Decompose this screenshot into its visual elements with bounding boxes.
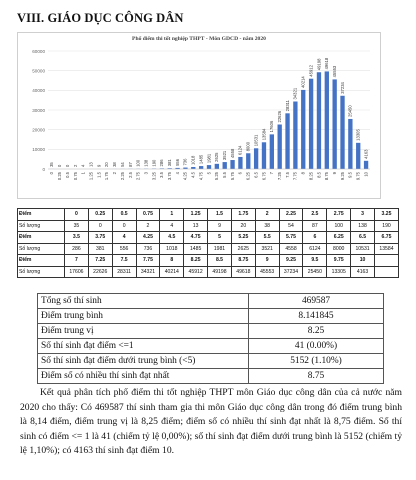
x-tick-label: 2.75 xyxy=(135,172,141,181)
data-label: 1018 xyxy=(190,155,196,165)
stat-value: 5152 (1.10%) xyxy=(249,354,384,369)
table-cell: 8000 xyxy=(327,243,351,255)
score-distribution-chart xyxy=(17,32,381,199)
data-label: 8000 xyxy=(245,141,251,152)
table-cell: 22626 xyxy=(88,266,112,278)
x-tick-label: 3.75 xyxy=(167,172,173,181)
score-distribution-table xyxy=(17,208,399,278)
table-cell: 13305 xyxy=(327,266,351,278)
table-cell: 4558 xyxy=(279,243,303,255)
x-tick-label: 5.5 xyxy=(222,172,228,178)
row-header: Điểm xyxy=(18,232,65,244)
table-cell: 13 xyxy=(184,220,208,232)
data-label: 3521 xyxy=(222,150,228,161)
table-cell: 49618 xyxy=(231,266,255,278)
row-header: Số lượng xyxy=(18,220,65,232)
table-cell: 10531 xyxy=(351,243,375,255)
data-label: 4558 xyxy=(229,148,235,159)
table-cell: 7.75 xyxy=(136,255,160,267)
table-cell: 4.25 xyxy=(136,232,160,244)
stat-label: Tổng số thí sinh xyxy=(38,294,249,309)
x-tick-label: 0.5 xyxy=(64,172,70,178)
data-label: 54 xyxy=(119,162,125,167)
table-cell: 4 xyxy=(112,232,136,244)
table-cell: 28311 xyxy=(112,266,136,278)
stat-value: 8.75 xyxy=(249,369,384,384)
bar xyxy=(223,162,227,169)
table-cell: 5 xyxy=(208,232,232,244)
data-label: 38 xyxy=(112,162,118,167)
score-row xyxy=(18,209,399,221)
x-tick-label: 9 xyxy=(331,172,337,175)
data-label: 34321 xyxy=(292,87,298,100)
data-label: 13305 xyxy=(355,129,361,141)
y-tick-label: 10000 xyxy=(32,147,45,153)
bar xyxy=(325,71,329,169)
count-row xyxy=(18,220,399,232)
stat-row xyxy=(38,309,384,324)
row-header: Số lượng xyxy=(18,243,65,255)
y-tick-label: 60000 xyxy=(32,48,45,54)
table-cell: 87 xyxy=(303,220,327,232)
x-tick-label: 3 xyxy=(143,172,149,175)
data-label: 0 xyxy=(64,164,70,167)
summary-statistics-table xyxy=(37,293,384,384)
section-heading: VIII. GIÁO DỤC CÔNG DÂN xyxy=(17,11,184,25)
data-label: 9 xyxy=(96,164,102,167)
data-label: 45912 xyxy=(308,65,314,77)
table-cell xyxy=(374,255,398,267)
x-tick-label: 8.25 xyxy=(308,172,314,181)
data-label: 37234 xyxy=(339,82,345,94)
y-tick-label: 30000 xyxy=(32,107,45,113)
stat-label: Điểm trung bình xyxy=(38,309,249,324)
x-tick-label: 2 xyxy=(112,172,118,175)
bar xyxy=(262,142,266,169)
table-cell: 6.75 xyxy=(374,232,398,244)
table-cell: 138 xyxy=(351,220,375,232)
table-cell: 25450 xyxy=(303,266,327,278)
table-cell: 1.75 xyxy=(231,209,255,221)
table-cell: 37234 xyxy=(279,266,303,278)
data-label: 45553 xyxy=(331,65,337,78)
table-cell: 9 xyxy=(208,220,232,232)
x-tick-label: 8.5 xyxy=(316,172,322,178)
data-label: 2625 xyxy=(214,152,220,162)
data-label: 556 xyxy=(174,158,180,166)
x-tick-label: 0.25 xyxy=(57,172,63,181)
stat-value: 41 (0.00%) xyxy=(249,339,384,354)
table-cell: 5.75 xyxy=(279,232,303,244)
table-cell: 10 xyxy=(351,255,375,267)
bar xyxy=(340,96,344,169)
x-tick-label: 7 xyxy=(269,172,275,175)
bar xyxy=(285,113,289,169)
data-label: 138 xyxy=(143,159,149,167)
bar xyxy=(215,164,219,169)
table-cell: 49198 xyxy=(208,266,232,278)
bar xyxy=(199,166,203,169)
data-label: 1981 xyxy=(206,153,212,164)
table-cell: 9.25 xyxy=(279,255,303,267)
table-cell: 5.5 xyxy=(255,232,279,244)
x-tick-label: 2.5 xyxy=(127,172,133,178)
stat-row xyxy=(38,339,384,354)
stat-label: Số thí sinh đạt điểm <=1 xyxy=(38,339,249,354)
bar xyxy=(238,157,242,169)
x-tick-label: 1.75 xyxy=(104,172,110,181)
table-cell: 40214 xyxy=(160,266,184,278)
x-tick-label: 3.25 xyxy=(151,172,157,181)
y-tick-label: 0 xyxy=(42,166,45,172)
x-tick-label: 10 xyxy=(363,172,369,177)
table-cell: 5.25 xyxy=(231,232,255,244)
row-header: Điểm xyxy=(18,255,65,267)
y-tick-label: 40000 xyxy=(32,88,45,94)
data-label: 286 xyxy=(159,159,165,167)
table-cell: 2625 xyxy=(231,243,255,255)
score-row xyxy=(18,232,399,244)
table-cell: 20 xyxy=(231,220,255,232)
chart-title: Phổ điểm thi tốt nghiệp THPT - Môn GDCD - năm 2020 xyxy=(132,36,266,42)
stat-row xyxy=(38,294,384,309)
stat-row xyxy=(38,354,384,369)
bar xyxy=(246,153,250,169)
x-tick-label: 8 xyxy=(300,172,306,175)
bar xyxy=(270,134,274,169)
table-cell: 3521 xyxy=(255,243,279,255)
table-cell: 8.75 xyxy=(231,255,255,267)
bar xyxy=(348,119,352,169)
table-cell: 7 xyxy=(65,255,89,267)
data-label: 25450 xyxy=(347,105,353,117)
table-cell: 0.75 xyxy=(136,209,160,221)
x-tick-label: 6.25 xyxy=(245,172,251,181)
x-tick-label: 9.25 xyxy=(339,172,345,181)
table-cell: 2 xyxy=(136,220,160,232)
y-tick-label: 20000 xyxy=(32,127,45,133)
chart-plot xyxy=(18,33,380,198)
x-tick-label: 5.75 xyxy=(229,172,235,181)
table-cell: 3.5 xyxy=(65,232,89,244)
table-cell: 9.5 xyxy=(303,255,327,267)
data-label: 87 xyxy=(127,162,133,167)
table-cell: 0 xyxy=(88,220,112,232)
table-cell: 34321 xyxy=(136,266,160,278)
table-cell: 2 xyxy=(255,209,279,221)
data-label: 20 xyxy=(104,162,110,167)
data-label: 190 xyxy=(151,159,157,167)
table-cell: 35 xyxy=(65,220,89,232)
table-cell: 6124 xyxy=(303,243,327,255)
table-cell: 7.25 xyxy=(88,255,112,267)
count-row xyxy=(18,243,399,255)
y-tick-label: 50000 xyxy=(32,68,45,74)
table-cell: 2.5 xyxy=(303,209,327,221)
table-cell: 4.75 xyxy=(184,232,208,244)
table-cell xyxy=(374,266,398,278)
table-cell: 100 xyxy=(327,220,351,232)
bar xyxy=(364,161,368,169)
table-cell: 556 xyxy=(112,243,136,255)
bar xyxy=(230,160,234,169)
bar xyxy=(309,79,313,169)
x-tick-label: 5 xyxy=(206,172,212,175)
table-cell: 0.5 xyxy=(112,209,136,221)
x-tick-label: 1 xyxy=(80,172,86,175)
table-cell: 381 xyxy=(88,243,112,255)
table-cell: 1485 xyxy=(184,243,208,255)
table-cell: 0.25 xyxy=(88,209,112,221)
x-tick-label: 1.5 xyxy=(96,172,102,178)
table-cell: 9 xyxy=(255,255,279,267)
bar xyxy=(301,90,305,169)
table-cell: 1.5 xyxy=(208,209,232,221)
stat-row xyxy=(38,324,384,339)
data-label: 49618 xyxy=(324,57,330,70)
x-tick-label: 8.75 xyxy=(324,172,330,181)
table-cell: 8.25 xyxy=(184,255,208,267)
x-tick-label: 4.5 xyxy=(190,172,196,178)
table-cell: 736 xyxy=(136,243,160,255)
stat-value: 8.25 xyxy=(249,324,384,339)
data-label: 736 xyxy=(182,158,188,166)
bar xyxy=(332,79,336,169)
table-cell: 0 xyxy=(65,209,89,221)
bar xyxy=(293,102,297,169)
table-cell: 54 xyxy=(279,220,303,232)
stat-value: 469587 xyxy=(249,294,384,309)
bar xyxy=(356,143,360,169)
bar xyxy=(207,165,211,169)
data-label: 28311 xyxy=(284,99,290,112)
table-cell: 45553 xyxy=(255,266,279,278)
data-label: 17606 xyxy=(269,120,275,133)
data-label: 13 xyxy=(88,162,94,167)
table-cell: 3 xyxy=(351,209,375,221)
data-label: 4163 xyxy=(363,149,369,159)
data-label: 2 xyxy=(72,164,78,167)
score-row xyxy=(18,255,399,267)
table-cell: 17606 xyxy=(65,266,89,278)
stat-label: Điểm số có nhiều thí sinh đạt nhất xyxy=(38,369,249,384)
table-cell: 2.25 xyxy=(279,209,303,221)
table-cell: 9.75 xyxy=(327,255,351,267)
x-tick-label: 0 xyxy=(49,172,55,175)
table-cell: 4163 xyxy=(351,266,375,278)
table-cell: 286 xyxy=(65,243,89,255)
table-cell: 6.25 xyxy=(327,232,351,244)
table-cell: 190 xyxy=(374,220,398,232)
table-cell: 2.75 xyxy=(327,209,351,221)
table-cell: 0 xyxy=(112,220,136,232)
row-header: Số lượng xyxy=(18,266,65,278)
data-label: 35 xyxy=(49,162,55,167)
x-tick-label: 3.5 xyxy=(159,172,165,178)
bar xyxy=(278,125,282,169)
x-tick-label: 9.75 xyxy=(355,172,361,181)
x-tick-label: 6 xyxy=(237,172,243,175)
data-label: 6124 xyxy=(237,145,243,155)
table-cell: 6 xyxy=(303,232,327,244)
data-label: 4 xyxy=(80,164,86,167)
x-tick-label: 2.25 xyxy=(119,172,125,181)
bar xyxy=(317,72,321,169)
x-tick-label: 6.5 xyxy=(253,172,259,178)
data-label: 40214 xyxy=(300,76,306,88)
x-tick-label: 6.75 xyxy=(261,172,267,181)
count-row xyxy=(18,266,399,278)
table-cell: 1 xyxy=(160,209,184,221)
data-label: 0 xyxy=(57,164,63,167)
table-cell: 7.5 xyxy=(112,255,136,267)
x-tick-label: 0.75 xyxy=(72,172,78,181)
stat-label: Số thí sinh đạt điểm dưới trung bình (<5) xyxy=(38,354,249,369)
stat-label: Điểm trung vị xyxy=(38,324,249,339)
data-label: 22626 xyxy=(276,110,282,123)
table-cell: 4.5 xyxy=(160,232,184,244)
table-cell: 4 xyxy=(160,220,184,232)
data-label: 1485 xyxy=(198,154,204,165)
x-tick-label: 7.25 xyxy=(276,172,282,181)
table-cell: 1981 xyxy=(208,243,232,255)
stat-row xyxy=(38,369,384,384)
bar xyxy=(191,167,195,169)
bar xyxy=(254,148,258,169)
table-cell: 38 xyxy=(255,220,279,232)
x-tick-label: 4 xyxy=(174,172,180,175)
x-tick-label: 4.25 xyxy=(182,172,188,181)
x-tick-label: 7.75 xyxy=(292,172,298,181)
x-tick-label: 9.5 xyxy=(347,172,353,178)
table-cell: 45912 xyxy=(184,266,208,278)
table-cell: 1.25 xyxy=(184,209,208,221)
data-label: 13584 xyxy=(261,128,267,141)
row-header: Điểm xyxy=(18,209,65,221)
analysis-paragraph: Kết quả phân tích phổ điểm thi tốt nghiệp THPT môn Giáo dục công dân của cả nước năm 2020 cho thấy: Có 469587 thí sinh tham gia thi môn Giáo dục công dân trong đó điểm trung bình là 8,14 điểm, điểm trung vị là 8,25 điểm; điểm số có nhiều thí sinh đạt nhất là 8,75 điểm. Số thí sinh có điểm <= 1 là 41 (chiếm tỷ lệ 0,00%); số thí sinh đạt điểm dưới trung bình là 5152 (chiếm tỷ lệ 1,10%); có 4163 thí sinh đạt điểm 10. xyxy=(20,387,402,457)
table-cell: 13584 xyxy=(374,243,398,255)
stat-value: 8.141845 xyxy=(249,309,384,324)
x-tick-label: 1.25 xyxy=(88,172,94,181)
table-cell: 8 xyxy=(160,255,184,267)
data-label: 10531 xyxy=(253,134,259,147)
data-label: 49198 xyxy=(316,58,322,71)
x-tick-label: 5.25 xyxy=(214,172,220,181)
data-label: 381 xyxy=(167,159,173,167)
table-cell: 6.5 xyxy=(351,232,375,244)
table-cell: 3.25 xyxy=(374,209,398,221)
table-cell: 8.5 xyxy=(208,255,232,267)
data-label: 100 xyxy=(135,159,141,167)
table-cell: 3.75 xyxy=(88,232,112,244)
x-tick-label: 7.5 xyxy=(284,172,290,178)
table-cell: 1018 xyxy=(160,243,184,255)
x-tick-label: 4.75 xyxy=(198,172,204,181)
